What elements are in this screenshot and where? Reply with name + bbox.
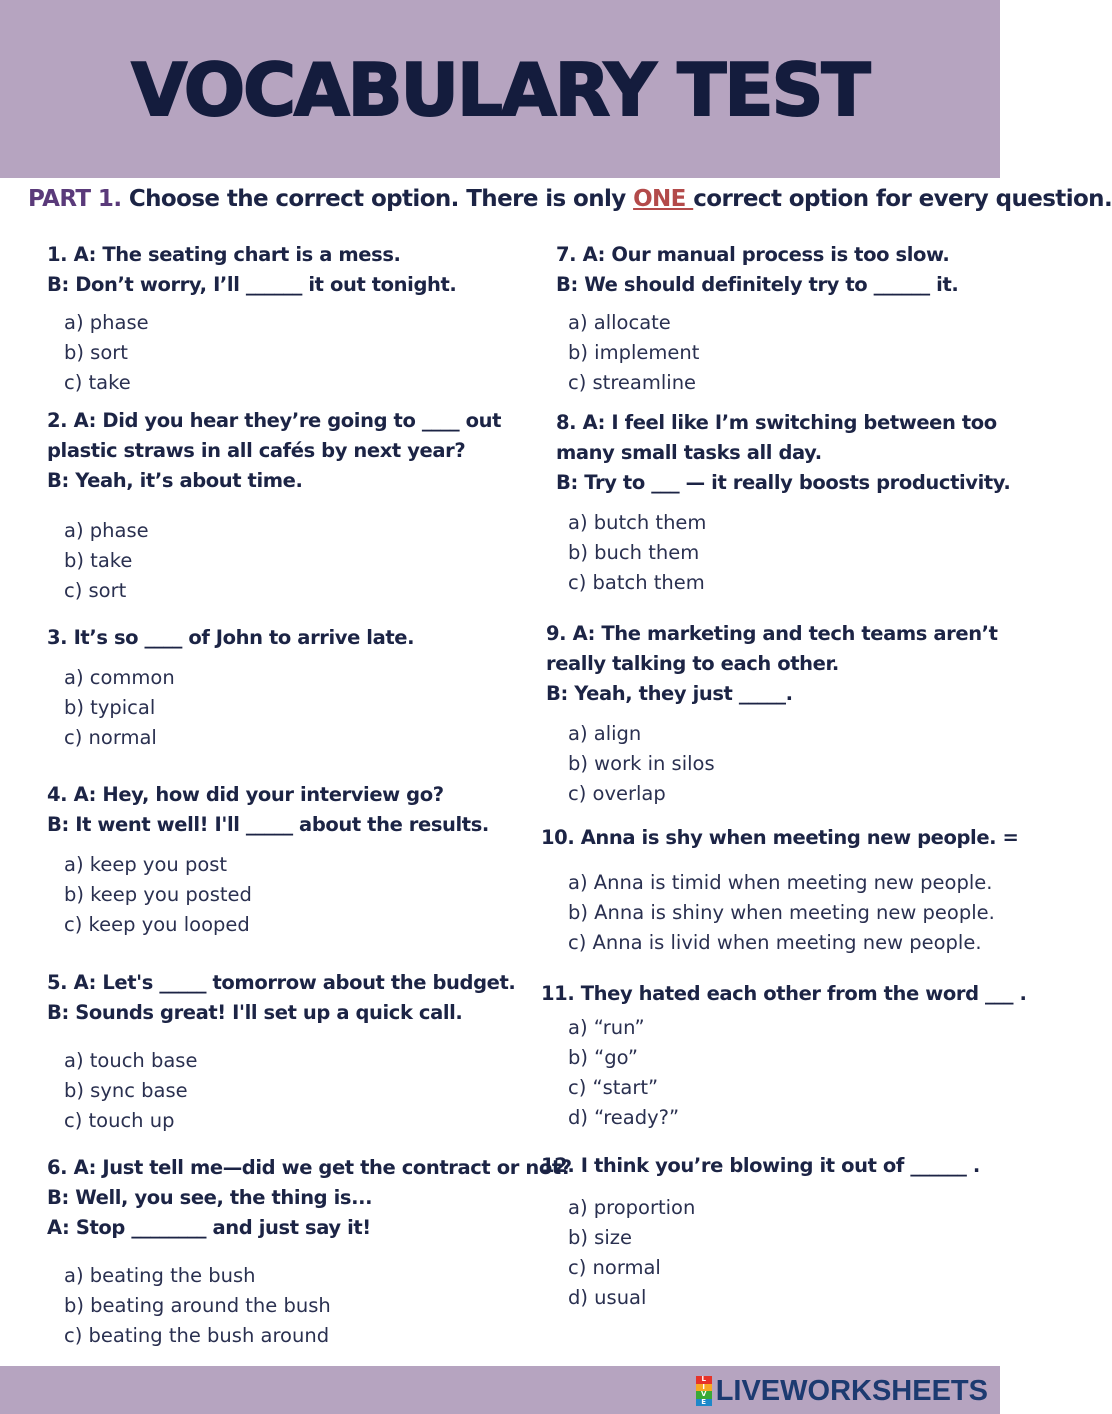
option[interactable]: a) proportion bbox=[568, 1196, 696, 1219]
option[interactable]: d) “ready?” bbox=[568, 1106, 680, 1129]
option[interactable]: c) batch them bbox=[568, 571, 705, 594]
question-line: many small tasks all day. bbox=[556, 441, 822, 464]
question-line: 4. A: Hey, how did your interview go? bbox=[47, 783, 444, 806]
question-line: plastic straws in all cafés by next year? bbox=[47, 439, 466, 462]
option[interactable]: b) beating around the bush bbox=[64, 1294, 331, 1317]
options-3 bbox=[64, 663, 175, 753]
question-line: B: Yeah, it’s about time. bbox=[47, 469, 303, 492]
question-line: 1. A: The seating chart is a mess. bbox=[47, 243, 401, 266]
question-line: 9. A: The marketing and tech teams aren’t bbox=[546, 622, 998, 645]
question-line: B: Don’t worry, I’ll ______ it out tonight. bbox=[47, 273, 457, 296]
options-2 bbox=[64, 516, 149, 606]
question-line: 6. A: Just tell me—did we get the contract or not? bbox=[47, 1156, 572, 1179]
options-12 bbox=[568, 1193, 695, 1313]
question-7 bbox=[556, 240, 958, 300]
option[interactable]: a) touch base bbox=[64, 1049, 198, 1072]
option[interactable]: a) phase bbox=[64, 519, 149, 542]
liveworksheets-icon bbox=[696, 1376, 712, 1406]
question-8 bbox=[556, 408, 1010, 498]
option[interactable]: c) take bbox=[64, 371, 131, 394]
option[interactable]: c) normal bbox=[568, 1256, 661, 1279]
liveworksheets-logo[interactable] bbox=[696, 1374, 988, 1408]
question-line: 11. They hated each other from the word ___ . bbox=[541, 982, 1027, 1005]
options-10 bbox=[568, 868, 995, 958]
options-7 bbox=[568, 308, 699, 398]
question-line: B: We should definitely try to ______ it. bbox=[556, 273, 959, 296]
logo-icon-letter: E bbox=[696, 1399, 712, 1407]
question-line: 2. A: Did you hear they’re going to ____ out bbox=[47, 409, 502, 432]
options-1 bbox=[64, 308, 149, 398]
option[interactable]: b) sort bbox=[64, 341, 128, 364]
question-line: 5. A: Let's _____ tomorrow about the budget. bbox=[47, 971, 516, 994]
question-line: 3. It’s so ____ of John to arrive late. bbox=[47, 626, 415, 649]
options-8 bbox=[568, 508, 706, 598]
options-9 bbox=[568, 719, 715, 809]
option[interactable]: a) beating the bush bbox=[64, 1264, 256, 1287]
question-line: B: Try to ___ — it really boosts productivity. bbox=[556, 471, 1011, 494]
instructions-text-after: correct option for every question. bbox=[693, 186, 1112, 212]
question-line: B: Yeah, they just _____. bbox=[546, 682, 793, 705]
option[interactable]: c) streamline bbox=[568, 371, 697, 394]
question-3 bbox=[47, 623, 414, 653]
options-5 bbox=[64, 1046, 197, 1136]
question-line: A: Stop ________ and just say it! bbox=[47, 1216, 371, 1239]
logo-icon-letter: I bbox=[696, 1384, 712, 1392]
option[interactable]: c) “start” bbox=[568, 1076, 659, 1099]
page-title: VOCABULARY TEST bbox=[131, 48, 869, 132]
logo-icon-letter: V bbox=[696, 1391, 712, 1399]
option[interactable]: b) size bbox=[568, 1226, 632, 1249]
option[interactable]: a) align bbox=[568, 722, 642, 745]
question-line: B: It went well! I'll _____ about the results. bbox=[47, 813, 489, 836]
logo-icon-letter: L bbox=[696, 1376, 712, 1384]
question-10 bbox=[541, 823, 1019, 853]
options-11 bbox=[568, 1013, 679, 1133]
option[interactable]: a) butch them bbox=[568, 511, 707, 534]
question-line: 7. A: Our manual process is too slow. bbox=[556, 243, 950, 266]
option[interactable]: c) beating the bush around bbox=[64, 1324, 330, 1347]
part-label: PART 1. bbox=[28, 186, 122, 212]
question-line: 12. I think you’re blowing it out of ______ . bbox=[541, 1154, 980, 1177]
option[interactable]: c) overlap bbox=[568, 782, 666, 805]
option[interactable]: b) implement bbox=[568, 341, 700, 364]
question-line: 10. Anna is shy when meeting new people. = bbox=[541, 826, 1019, 849]
question-5 bbox=[47, 968, 515, 1028]
option[interactable]: c) normal bbox=[64, 726, 157, 749]
question-4 bbox=[47, 780, 489, 840]
question-line: B: Well, you see, the thing is... bbox=[47, 1186, 373, 1209]
question-9 bbox=[546, 619, 998, 709]
option[interactable]: b) “go” bbox=[568, 1046, 639, 1069]
question-1 bbox=[47, 240, 456, 300]
question-2 bbox=[47, 406, 501, 496]
question-line: really talking to each other. bbox=[546, 652, 839, 675]
instructions bbox=[28, 186, 1112, 212]
option[interactable]: a) allocate bbox=[568, 311, 671, 334]
option[interactable]: c) touch up bbox=[64, 1109, 175, 1132]
question-11 bbox=[541, 979, 1026, 1009]
option[interactable]: b) keep you posted bbox=[64, 883, 252, 906]
options-4 bbox=[64, 850, 252, 940]
option[interactable]: a) keep you post bbox=[64, 853, 228, 876]
option[interactable]: b) typical bbox=[64, 696, 156, 719]
logo-text: LIVEWORKSHEETS bbox=[715, 1374, 988, 1407]
option[interactable]: b) buch them bbox=[568, 541, 700, 564]
option[interactable]: d) usual bbox=[568, 1286, 647, 1309]
options-6 bbox=[64, 1261, 331, 1351]
instructions-emphasis: ONE bbox=[633, 186, 694, 212]
option[interactable]: a) common bbox=[64, 666, 175, 689]
question-6 bbox=[47, 1153, 572, 1243]
option[interactable]: a) phase bbox=[64, 311, 149, 334]
option[interactable]: b) sync base bbox=[64, 1079, 188, 1102]
option[interactable]: b) take bbox=[64, 549, 133, 572]
option[interactable]: a) “run” bbox=[568, 1016, 645, 1039]
option[interactable]: b) Anna is shiny when meeting new people. bbox=[568, 901, 995, 924]
option[interactable]: b) work in silos bbox=[568, 752, 715, 775]
option[interactable]: a) Anna is timid when meeting new people. bbox=[568, 871, 993, 894]
option[interactable]: c) Anna is livid when meeting new people. bbox=[568, 931, 982, 954]
instructions-text-before: Choose the correct option. There is only bbox=[121, 186, 634, 212]
question-line: 8. A: I feel like I’m switching between too bbox=[556, 411, 997, 434]
option[interactable]: c) sort bbox=[64, 579, 127, 602]
option[interactable]: c) keep you looped bbox=[64, 913, 250, 936]
question-12 bbox=[541, 1151, 980, 1181]
question-line: B: Sounds great! I'll set up a quick call. bbox=[47, 1001, 463, 1024]
